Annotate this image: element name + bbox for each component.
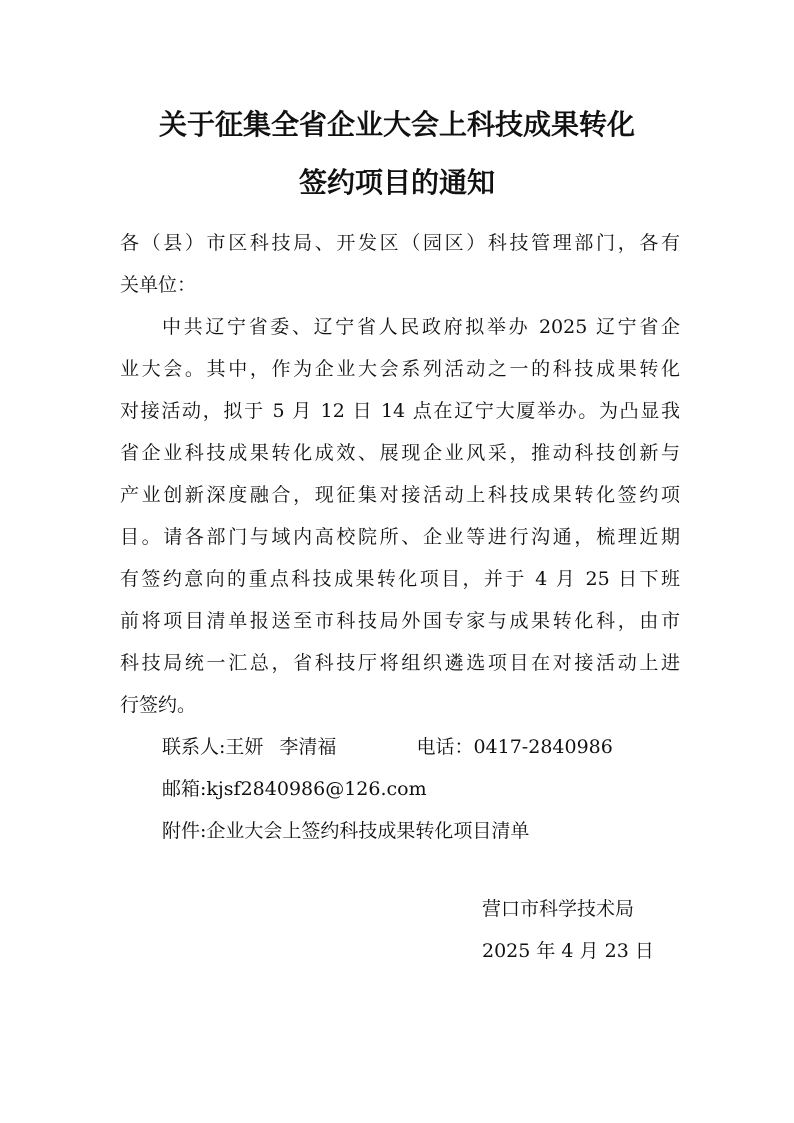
contact-person-1: 王妍 <box>225 736 264 758</box>
attachment-label: 附件: <box>162 820 207 842</box>
email-address[interactable]: kjsf2840986@126.com <box>206 778 427 800</box>
email-label: 邮箱: <box>162 778 207 800</box>
salutation-line-2: 关单位： <box>120 274 197 296</box>
contact-person-2: 李清福 <box>279 736 337 758</box>
contact-line <box>162 735 613 759</box>
signature-org: 营口市科学技术局 <box>482 898 635 920</box>
phone-label: 电话： <box>416 736 474 758</box>
salutation-line-1: 各（县）市区科技局、开发区（园区）科技管理部门，各有 <box>120 232 680 254</box>
phone-number: 0417-2840986 <box>473 736 613 758</box>
body-line-3: 对接活动，拟于 5 月 12 日 14 点在辽宁大厦举办。为凸显我 <box>120 400 680 422</box>
contact-label: 联系人: <box>162 736 226 758</box>
title-line-2: 签约项目的通知 <box>298 166 495 199</box>
body-line-5: 产业创新深度融合，现征集对接活动上科技成果转化签约项 <box>120 484 680 506</box>
body-line-2: 业大会。其中，作为企业大会系列活动之一的科技成果转化 <box>120 358 680 380</box>
body-line-10: 行签约。 <box>120 694 197 716</box>
signature-date: 2025 年 4 月 23 日 <box>482 940 654 962</box>
body-line-4: 省企业科技成果转化成效、展现企业风采，推动科技创新与 <box>120 442 680 464</box>
body-line-8: 前将项目清单报送至市科技局外国专家与成果转化科，由市 <box>120 610 680 632</box>
body-line-1: 中共辽宁省委、辽宁省人民政府拟举办 2025 辽宁省企 <box>162 316 680 338</box>
body-line-9: 科技局统一汇总，省科技厅将组织遴选项目在对接活动上进 <box>120 652 680 674</box>
attachment-name: 企业大会上签约科技成果转化项目清单 <box>206 820 530 842</box>
title-line-1: 关于征集全省企业大会上科技成果转化 <box>158 108 635 141</box>
body-line-7: 有签约意向的重点科技成果转化项目，并于 4 月 25 日下班 <box>120 568 680 590</box>
body-line-6: 目。请各部门与域内高校院所、企业等进行沟通，梳理近期 <box>120 526 680 548</box>
email-line <box>162 777 427 801</box>
attachment-line <box>162 819 529 843</box>
